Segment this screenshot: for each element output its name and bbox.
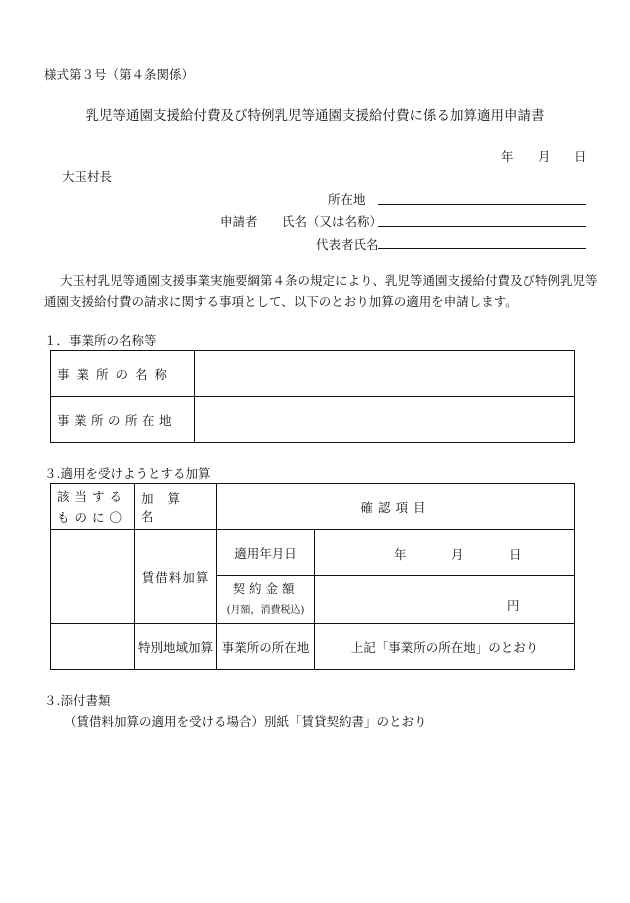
addition-name-header: 加算名 <box>141 490 195 524</box>
applicant-address-label: 所在地 <box>328 192 366 207</box>
section3-heading: ３.添付書類 <box>44 693 111 708</box>
attachments-text: （賃借料加算の適用を受ける場合）別紙「賃貸契約書」のとおり <box>64 714 427 729</box>
check-header-cell <box>51 484 135 530</box>
apply-date-label-cell <box>217 530 315 576</box>
apply-date-year: 年 <box>394 547 407 562</box>
facility-name-label-cell <box>51 351 195 397</box>
facility-address-label-cell <box>51 397 195 443</box>
date-day-label: 日 <box>574 149 587 164</box>
date-year-label: 年 <box>501 149 514 164</box>
body-paragraph-line-2: 通園支援給付費の請求に関する事項として、以下のとおり加算の適用を申請します。 <box>44 294 518 309</box>
section1-heading: １．事業所の名称等 <box>44 333 157 348</box>
document-title: 乳児等通園支援給付費及び特例乳児等通園支援給付費に係る加算適用申請書 <box>85 108 545 124</box>
rent-addition-name: 賃借料加算 <box>141 569 210 585</box>
special-location-value-cell <box>315 624 575 670</box>
special-check-cell[interactable] <box>51 624 135 670</box>
form-number: 様式第３号（第４条関係） <box>44 67 195 82</box>
special-addition-name-cell <box>135 624 217 670</box>
contract-amount-label: 契約金額 <box>232 580 299 596</box>
contract-amount-input[interactable] <box>315 576 575 624</box>
contract-amount-note: (月額，消費税込) <box>226 604 305 616</box>
yen-unit: 円 <box>507 598 520 613</box>
special-addition-name: 特別地域加算 <box>137 639 213 655</box>
applicant-name-line[interactable] <box>378 226 586 227</box>
apply-date-month: 月 <box>451 547 464 562</box>
facility-address-input[interactable] <box>195 397 575 443</box>
check-header-line1: 該当する <box>57 488 128 504</box>
facility-address-label: 事業所の所在地 <box>57 412 177 428</box>
applicant-label: 申請者 <box>220 214 258 229</box>
addition-table <box>50 483 575 670</box>
confirm-items-header: 確認項目 <box>360 499 431 515</box>
contract-amount-label-cell <box>217 576 315 624</box>
addressee: 大玉村長 <box>62 169 113 184</box>
rent-check-cell[interactable] <box>51 530 135 624</box>
facility-name-input[interactable] <box>195 351 575 397</box>
applicant-address-line[interactable] <box>378 204 586 205</box>
special-location-label: 事業所の所在地 <box>221 639 310 655</box>
body-paragraph-line-1: 大玉村乳児等通園支援事業実施要綱第４条の規定により、乳児等通園支援給付費及び特例乳児等 <box>60 273 598 288</box>
applicant-name-label: 氏名（又は名称） <box>282 214 383 229</box>
special-location-label-cell <box>217 624 315 670</box>
check-header-line2: ものに〇 <box>57 509 128 525</box>
date-month-label: 月 <box>538 149 551 164</box>
section2-heading: ３.適用を受けようとする加算 <box>44 466 211 481</box>
apply-date-day: 日 <box>509 547 522 562</box>
apply-date-input[interactable] <box>315 530 575 576</box>
special-location-value: 上記「事業所の所在地」のとおり <box>350 639 539 655</box>
representative-label: 代表者氏名 <box>316 237 379 252</box>
rent-addition-name-cell <box>135 530 217 624</box>
facility-table <box>50 350 575 443</box>
facility-name-label: 事業所の名称 <box>57 366 175 382</box>
apply-date-label: 適用年月日 <box>234 545 297 561</box>
addition-name-header-cell <box>135 484 217 530</box>
confirm-items-header-cell <box>217 484 575 530</box>
representative-line[interactable] <box>378 248 586 249</box>
